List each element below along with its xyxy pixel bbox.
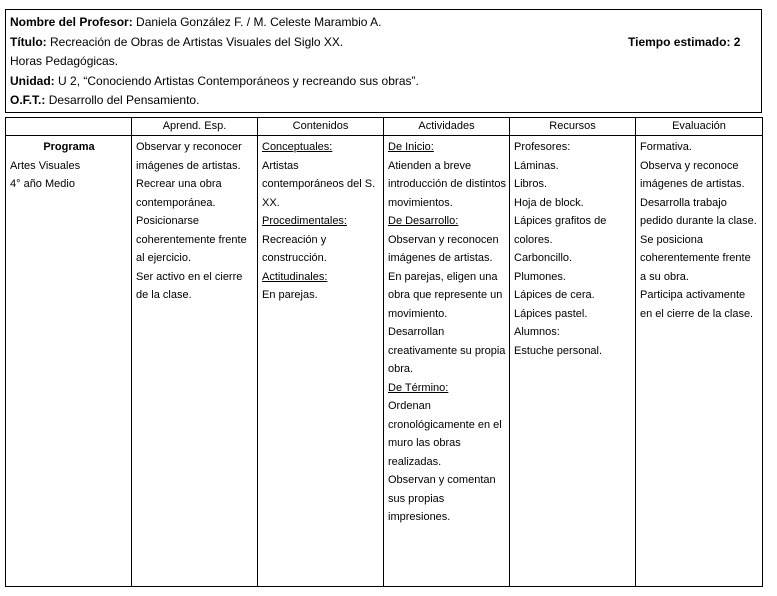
oft-label: O.F.T.: — [10, 93, 46, 108]
recurso-item: Alumnos: — [514, 326, 560, 338]
aprendizaje-item: Posicionarse coherentemente frente al ejercicio. — [136, 215, 247, 264]
evaluacion-item: Participa activamente en el cierre de la clase. — [640, 289, 754, 320]
table-row — [6, 136, 763, 587]
recurso-item: Libros. — [514, 178, 548, 190]
conceptuales-label: Conceptuales: — [262, 141, 333, 153]
table-header-row — [6, 118, 763, 136]
cell-evaluacion — [636, 136, 763, 587]
column-header-aprendizajes: Aprend. Esp. — [132, 118, 258, 136]
cell-contenidos — [258, 136, 384, 587]
recurso-item: Lápices pastel. — [514, 307, 588, 320]
evaluacion-item: Se posiciona coherentemente frente a su obra. — [640, 233, 751, 283]
termino-label: De Término: — [388, 381, 449, 394]
actitudinales-label: Actitudinales: — [262, 270, 328, 283]
recurso-item: Plumones. — [514, 270, 566, 283]
aprendizaje-item: Recrear una obra contemporánea. — [136, 178, 222, 209]
cell-recursos — [510, 136, 636, 587]
recurso-item: Estuche personal. — [514, 344, 603, 357]
titulo-value: Recreación de Obras de Artistas Visuales del Siglo XX. — [50, 34, 344, 49]
lesson-plan-table — [5, 117, 763, 587]
desarrollo-label: De Desarrollo: — [388, 215, 459, 227]
desarrollo-text: Observan y reconocen imágenes de artistas. — [388, 233, 499, 264]
horas-line: Horas Pedagógicas. — [10, 54, 119, 69]
column-header-recursos: Recursos — [510, 118, 636, 136]
aprendizaje-item: Ser activo en el cierre de la clase. — [136, 270, 243, 301]
conceptuales-text: Artistas contemporáneos del S. XX. — [262, 159, 376, 209]
desarrollo-text: En parejas, eligen una obra que represente un movimiento. — [388, 270, 503, 320]
recurso-item: Profesores: — [514, 141, 571, 153]
titulo-line — [10, 33, 761, 53]
recurso-item: Láminas. — [514, 159, 559, 172]
evaluacion-item: Observa y reconoce imágenes de artistas. — [640, 159, 745, 190]
recurso-item: Lápices de cera. — [514, 289, 595, 301]
oft-line — [10, 91, 761, 111]
oft-value: Desarrollo del Pensamiento. — [48, 93, 200, 108]
recurso-item: Hoja de block. — [514, 196, 584, 209]
column-header-evaluacion: Evaluación — [636, 118, 763, 136]
aprendizaje-item: Observar y reconocer imágenes de artistas. — [136, 141, 242, 172]
unidad-label: Unidad: — [10, 73, 55, 88]
termino-text: Ordenan cronológicamente en el muro las obras realizadas. — [388, 400, 502, 468]
procedimentales-label: Procedimentales: — [262, 215, 347, 227]
programa-line: 4° año Medio — [10, 178, 75, 190]
unidad-value: U 2, “Conociendo Artistas Contemporáneos y recreando sus obras”. — [58, 73, 419, 88]
cell-actividades — [384, 136, 510, 587]
actitudinales-text: En parejas. — [262, 289, 318, 301]
programa-title: Programa — [43, 141, 95, 153]
cell-programa — [6, 136, 132, 587]
evaluacion-item: Formativa. — [640, 141, 692, 153]
column-header-contenidos: Contenidos — [258, 118, 384, 136]
cell-aprendizajes — [132, 136, 258, 587]
profesor-label: Nombre del Profesor: — [10, 15, 133, 29]
unidad-line — [10, 72, 761, 92]
recurso-item: Lápices grafitos de colores. — [514, 215, 607, 246]
inicio-label: De Inicio: — [388, 141, 434, 153]
programa-line: Artes Visuales — [10, 159, 81, 172]
desarrollo-text: Desarrollan creativamente su propia obra. — [388, 326, 506, 375]
lesson-header — [5, 9, 762, 113]
procedimentales-text: Recreación y construcción. — [262, 233, 327, 264]
column-header-programa — [6, 118, 132, 136]
tiempo-estimado: Tiempo estimado: 2 — [628, 34, 741, 49]
termino-text: Observan y comentan sus propias impresiones. — [388, 474, 496, 523]
column-header-actividades: Actividades — [384, 118, 510, 136]
inicio-text: Atienden a breve introducción de distintos movimientos. — [388, 159, 507, 209]
titulo-label: Título: — [10, 34, 47, 49]
profesor-value: Daniela González F. / M. Celeste Marambio A. — [136, 15, 382, 29]
profesor-line — [10, 13, 761, 33]
recurso-item: Carboncillo. — [514, 252, 573, 264]
evaluacion-item: Desarrolla trabajo pedido durante la clase. — [640, 196, 757, 227]
